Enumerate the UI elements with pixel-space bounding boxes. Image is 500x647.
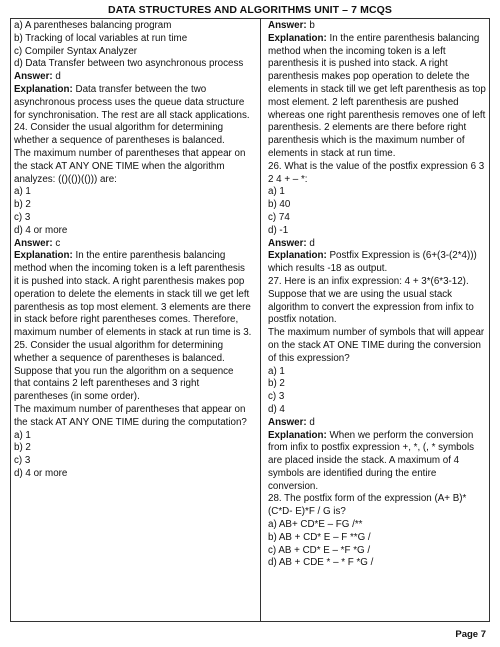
answer-label: Answer: [14, 237, 53, 249]
answer-label: Answer: [268, 20, 307, 31]
question-25: 25. Consider the usual algorithm for determining whether a sequence of parentheses is balanced. [14, 339, 225, 364]
explanation-label: Explanation: [14, 250, 73, 262]
question-27: 27. Here is an infix expression: 4 + 3*(6*3-12). Suppose that we are using the usual stack algorithm to convert the expression from infix to postfix notation. [268, 275, 474, 326]
answer-line [268, 417, 486, 430]
option-d: d) AB + CDE * – * F *G / [268, 557, 374, 569]
answer-label: Answer: [268, 237, 307, 249]
explanation-text: When we perform the conversion from infix to postfix expression +, *, (, * symbols are placed inside the stack. A maximum of 4 symbols are identified during the entire conversion. [268, 429, 475, 492]
option-b: b) 40 [268, 199, 291, 211]
explanation-text: In the entire parenthesis balancing method when the incoming token is a left parenthesis it is pushed into stack. A right parenthesis makes pop operation to delete the elements in stack till we get left parenthesis as top most element. 2 left parenthesis are pushed whereas one right parenthesis removes one of left parenthesis. 2 elements are there before right parenthesis which is the maximum number of elements in stack at run time. [268, 32, 486, 159]
answer-line [268, 238, 486, 251]
option-c: c) Compiler Syntax Analyzer [14, 45, 138, 57]
answer-line [14, 71, 252, 84]
answer-value: d [52, 71, 61, 83]
option-b: b) 2 [14, 199, 31, 211]
column-divider [260, 19, 261, 621]
explanation-text: In the entire parenthesis balancing method when the incoming token is a left parenthesis it is pushed into stack. A right parenthesis makes pop operation to delete the elements in stack till we get left parenthesis as top most element. 3 elements are there in stack before right parentheses comes. Therefore, maximum number of elements in stack at run time is 3. [14, 250, 252, 339]
question-25-text-2: The maximum number of parentheses that appear on the stack AT ANY ONE TIME during the computation? [14, 403, 247, 428]
option-d: d) 4 or more [14, 224, 68, 236]
option-d: d) -1 [268, 224, 289, 236]
answer-label: Answer: [268, 416, 307, 428]
explanation [14, 84, 252, 122]
answer-value: d [306, 416, 315, 428]
option-a: a) 1 [14, 429, 31, 441]
option-a: a) 1 [268, 186, 285, 198]
explanation-text: Postfix Expression is (6+(3-(2*4))) which results -18 as output. [268, 250, 477, 275]
answer-label: Answer: [14, 71, 53, 83]
option-a: a) 1 [14, 186, 31, 198]
question-26: 26. What is the value of the postfix expression 6 3 2 4 + – *: [268, 160, 485, 185]
option-c: c) 3 [14, 211, 31, 223]
option-d: d) 4 [268, 403, 285, 415]
document-header: DATA STRUCTURES AND ALGORITHMS UNIT – 7 MCQS [107, 4, 392, 16]
option-b: b) 2 [268, 378, 285, 390]
option-d: d) Data Transfer between two asynchronous process [14, 58, 244, 70]
explanation-label: Explanation: [268, 429, 327, 441]
option-d: d) 4 or more [14, 467, 68, 479]
explanation-label: Explanation: [268, 250, 327, 262]
explanation-label: Explanation: [14, 83, 73, 95]
answer-line [268, 20, 486, 33]
question-24-text: The maximum number of parentheses that appear on the stack AT ANY ONE TIME when the algorithm analyzes: (()(())(())) are: [14, 147, 246, 185]
explanation-text: Data transfer between the two asynchronous process uses the queue data structure for synchronisation. The rest are all stack applications. [14, 83, 250, 121]
explanation [268, 33, 486, 161]
answer-value: b [306, 20, 315, 31]
page-content [10, 18, 490, 622]
option-a: a) A parentheses balancing program [14, 20, 172, 31]
answer-line [14, 238, 252, 251]
option-c: c) 3 [268, 391, 285, 403]
option-b: b) AB + CD* E – F **G / [268, 531, 371, 543]
question-25-text: Suppose that you run the algorithm on a sequence that contains 2 left parentheses and 3 right parentheses (in some order). [14, 365, 234, 403]
option-c: c) 3 [14, 455, 31, 467]
explanation [268, 430, 486, 494]
question-27-text: The maximum number of symbols that will appear on the stack AT ONE TIME during the conversion of this expression? [268, 327, 485, 364]
option-b: b) 2 [14, 442, 31, 454]
page-number: Page 7 [455, 629, 486, 640]
explanation-label: Explanation: [268, 32, 327, 44]
option-a: a) AB+ CD*E – FG /** [268, 519, 363, 531]
option-a: a) 1 [268, 365, 285, 377]
question-28: 28. The postfix form of the expression (A+ B)*(C*D- E)*F / G is? [268, 493, 467, 518]
option-c: c) 74 [268, 211, 290, 223]
option-b: b) Tracking of local variables at run time [14, 32, 188, 44]
answer-value: c [52, 237, 61, 249]
right-column [268, 20, 486, 570]
left-column [14, 20, 252, 481]
question-24: 24. Consider the usual algorithm for determining whether a sequence of parentheses is balanced. [14, 122, 225, 147]
explanation [14, 250, 252, 340]
explanation [268, 250, 486, 276]
option-c: c) AB + CD* E – *F *G / [268, 544, 371, 556]
answer-value: d [306, 237, 315, 249]
